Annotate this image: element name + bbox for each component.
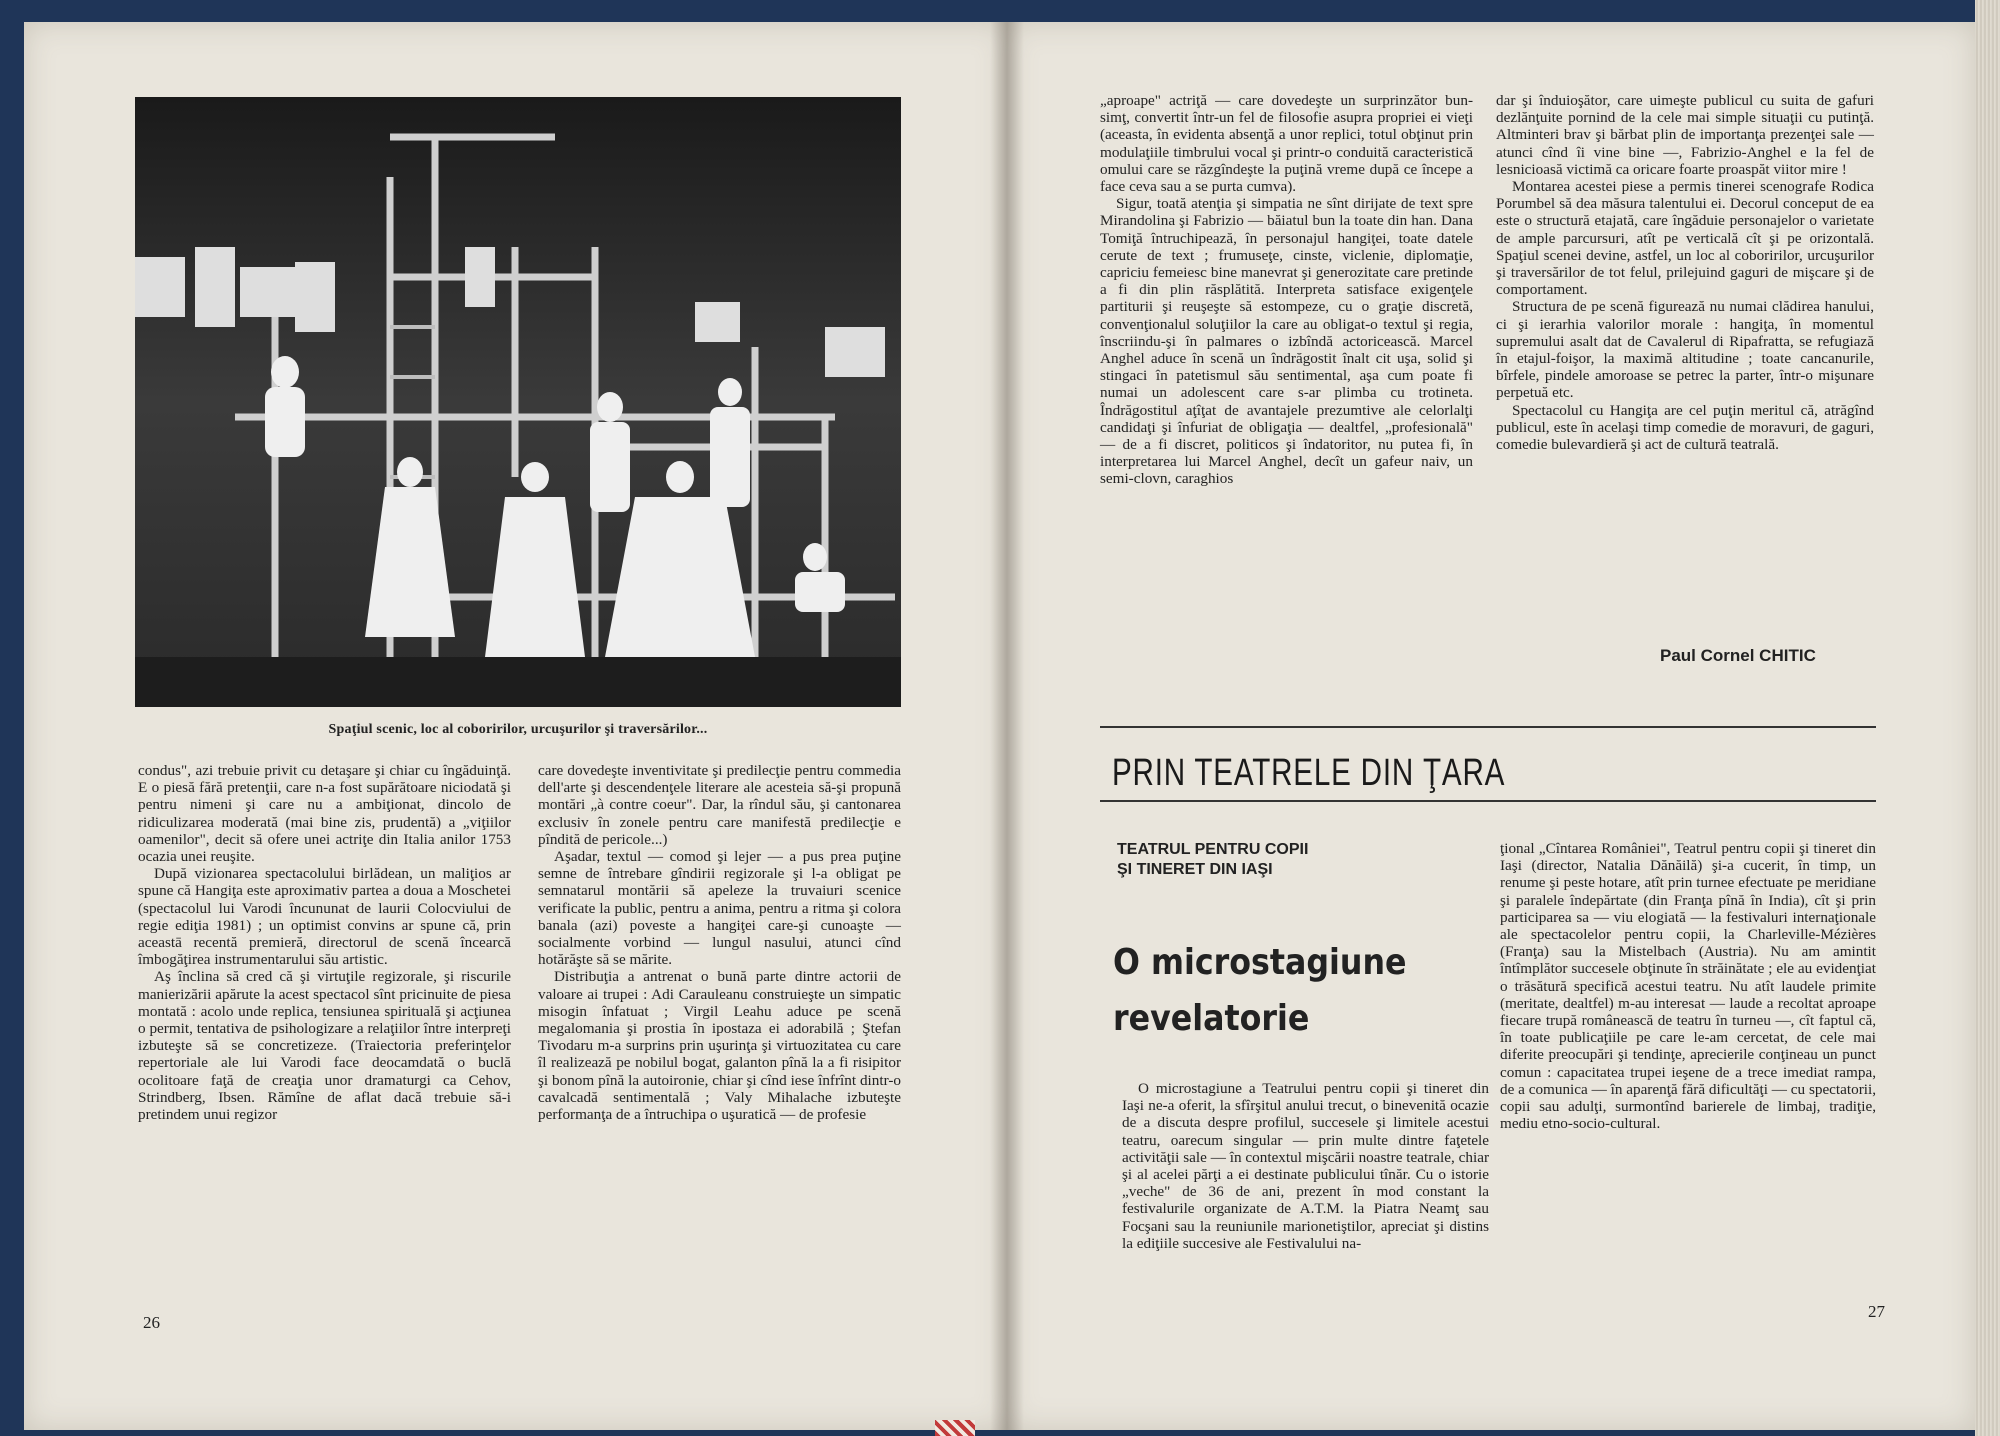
page-edges xyxy=(1975,0,2000,1436)
paragraph: Distribuţia a antrenat o bună parte dintre actorii de valoare ai trupei : Adi Carauleanu construieşte un simpatic misogin înfatuat ; Virgil Leahu aduce pe scenă megalomania şi prostia în ipostaza ei adorabilă ; Ştefan Tivodaru m-a surprins prin uşurinţa şi virtuozitatea cu care îl realizează pe nobilul bogat, galanton pînă la a fi risipitor şi bonom pînă la autoironie, chiar şi cînd iese înfrînt dintr-o cavalcadă sentimentală ; Valy Mihalache izbuteşte performanţa de a întruchipa o uşuratică — de profesie xyxy=(538,968,901,1124)
author-signature: Paul Cornel CHITIC xyxy=(1660,646,1816,665)
paragraph: După vizionarea spectacolului birlădean, un maliţios ar spune că Hangiţa este aproximativ partea a doua a Moschetei (spectacolul lui Varodi încununat de laurii Colocviului de regie ediţia 1981) ; un optimist convins ar spune că, prin aceastā recentă premieră, directorul de scenă încearcă îmbogăţirea instrumentarului său artistic. xyxy=(138,865,511,969)
photo-caption: Spaţiul scenic, loc al coboririlor, urcuşurilor şi traversărilor... xyxy=(328,722,708,737)
article-headline xyxy=(1113,935,1430,1047)
paragraph: Structura de pe scenă figurează nu numai clădirea hanului, ci şi ierarhia valorilor morale : hangiţa, în momentul supremului asalt dat de Cavalerul di Ripafratta, se refugiază în etajul-foişor, la maximă altitudine ; toate cancanurile, bîrfele, pindele amoroase se petrec la parter, într-o mişunare perpetuă etc. xyxy=(1496,298,1874,402)
paragraph: ţional „Cîntarea României", Teatrul pentru copii şi tineret din Iaşi (director, Natalia Dănăilă) şi-a cucerit, în timp, un renume şi peste hotare, atît prin turnee efectuate pe meridiane şi paralele îndepărtate (din Franţa pînă în India), cît şi prin participarea sa — viu elogiată — la festivaluri internaţionale ale spectacolelor pentru copii, la Charleville-Mézières (Franţa) sau la Mistelbach (Austria). Nu am amintit întîmplător succesele obţinute în străinătate ; ele au evidenţiat o trăsătură specifică acestui teatru. Nu atît laudele primite (meritate, dealtfel) m-au interesat — laude a recoltat aproape fiecare trupă românească de teatru în turneu —, cît faptul că, în toate publicaţiile pe care le-am cercetat, de cele mai diferite preocupări şi tendinţe, aprecierile conţineau un punct comun : capacitatea trupei ieşene de a trece imediat rampa, de a comunica — în aparenţă fără dificultăţi — cu spectatorii, copii sau adulţi, surmontînd barierele de limbaj, tradiţie, mediu etno-socio-cultural. xyxy=(1500,840,1876,1133)
paragraph: Spectacolul cu Hangiţa are cel puţin meritul că, atrăgînd publicul, este în acelaşi timp comedie de moravuri, de gaguri, comedie bulevardieră şi act de cultură teatrală. xyxy=(1496,401,1874,454)
paragraph: care dovedeşte inventivitate şi predilecţie pentru commedia dell'arte şi descendenţele literare ale acesteia să-şi propună montări „à contre coeur". Dar, la rîndul său, şi cantonarea exclusiv în zonele pentru care manifestă predilecţie e pîndită de pericole...) xyxy=(538,762,901,848)
paragraph: Aş înclina să cred că şi virtuţile regizorale, şi riscurile manierizării apărute la acest spectacol sînt pricinuite de piesa montată : acolo unde replica, tensiunea spirituală şi acţiunea o permit, tentativa de psihologizare a relaţiilor între interpreţi izbuteşte să se concretizeze. (Traiectoria preferinţelor repertoriale ale lui Varodi face deocamdată o buclă ocolitoare faţă de creaţia unor dramaturgi ca Cehov, Strindberg, Ibsen. Rămîne de aflat dacă trebuie să-i pretindem unui regizor xyxy=(138,968,511,1124)
page-number-left: 26 xyxy=(143,1313,160,1332)
left-column-1 xyxy=(138,762,511,1123)
left-column-2 xyxy=(538,762,901,1123)
right-column-4 xyxy=(1500,840,1876,1132)
section-rule-bottom xyxy=(1100,800,1876,802)
page-number-right: 27 xyxy=(1868,1302,1885,1321)
stage-photo-illustration xyxy=(135,97,901,707)
paragraph: „aproape" actriţă — care dovedeşte un surprinzător bun-simţ, convertit într-un fel de filosofie asupra propriei ei vieţi (aceasta, în evidenta absenţă a unor replici, totul obţinut prin modulaţiile timbrului vocal şi printr-o conduită caracteristică omului care se răzgîndeşte la puţină vreme după ce începe a face ceva sau a se purta cumva). xyxy=(1100,92,1473,196)
paragraph: O microstagiune a Teatrului pentru copii şi tineret din Iaşi ne-a oferit, la sfîrşitul anului trecut, o binevenită ocazie de a discuta despre profilul, succesele şi limitele acestui teatru, oarecum singular — prin multe dintre faţetele activităţii sale — în contextul mişcării noastre teatrale, chiar şi al acelei părţi a ei destinate publicului tînăr. Cu o istorie „veche" de 36 de ani, prezent în mod constant la festivalurile organizate de A.T.M. la Piatra Neamţ sau Focşani sau la reuniunile marionetiştilor, apreciat şi distins la ediţiile succesive ale Festivalului na- xyxy=(1122,1080,1489,1252)
paragraph: condus", azi trebuie privit cu detaşare şi chiar cu îngăduinţă. E o piesă fără pretenţii, care n-a fost supărătoare niciodată şi pentru nimeni şi care nu a ambiţionat, dincolo de ridiculizarea moderată (mai bine zis, prudentă) a „viţiilor oamenilor", decit să ofere unei actriţe din Italia anilor 1753 ocazia unei reuşite. xyxy=(138,762,511,866)
article-kicker xyxy=(1117,840,1308,880)
headline-line: revelatorie xyxy=(1113,998,1310,1039)
section-rule-top xyxy=(1100,726,1876,728)
right-column-2 xyxy=(1496,92,1874,453)
right-column-3 xyxy=(1122,1080,1489,1252)
paragraph: Aşadar, textul — comod şi lejer — a pus prea puţine semne de întrebare gîndirii regizorale şi l-a obligat pe semnatarul montării să apeleze la truvaiuri scenice verificate la public, pentru a anima, pentru a ritma şi colora banala (azi) poveste a hangiţei care-şi cunoaşte — socialmente vorbind — lungul nasului, atunci cînd hotărăşte să se mărite. xyxy=(538,848,901,969)
section-title: PRIN TEATRELE DIN ŢARA xyxy=(1112,752,1506,794)
paragraph: Montarea acestei piese a permis tinerei scenografe Rodica Porumbel să dea măsura talentului ei. Decorul conceput de ea este o structură etajată, care îngăduie personajelor o varietate de ample parcursuri, atît pe verticală cît şi pe orizontală. Spaţiul scenei devine, astfel, un loc al coboririlor, urcuşurilor şi traversărilor de tot felul, prilejuind gaguri de mişcare şi de comportament. xyxy=(1496,178,1874,299)
kicker-line: ŞI TINERET DIN IAŞI xyxy=(1117,861,1273,878)
right-column-1 xyxy=(1100,92,1473,488)
bookmark-ribbon xyxy=(935,1420,975,1436)
paragraph: Sigur, toată atenţia şi simpatia ne sînt dirijate de text spre Mirandolina şi Fabrizio — băiatul bun la toate din han. Dana Tomiţă întruchipează, în personajul hangiţei, toate datele cerute de text ; frumuseţe, cinste, viclenie, diplomaţie, capriciu femeiesc bine manevrat şi generozitate care pretinde a fi din plin răsplătită. Interpreta satisface exigenţele partiturii şi reuşeşte să estompeze, cu o graţie discretă, convenţionalul soluţiilor la care au obligat-o textul şi regia, înscriindu-şi în palmares o izbîndă actoricească. Marcel Anghel aduce în scenă un îndrăgostit înalt cit uşa, solid şi stingaci în patetismul său sentimental, aşa cum poate fi numai un adolescent care s-ar plimba cu trotineta. Îndrăgostitul aţîţat de avantajele prezumtive ale celorlalţi candidaţi şi înfuriat de obligaţia — dealtfel, „profesională" — de a fi discret, politicos şi îndatoritor, nu putea fi, în interpretarea lui Marcel Anghel, decît un gafeur naiv, un semi-clovn, caraghios xyxy=(1100,195,1473,488)
stage-photo xyxy=(135,97,901,707)
paragraph: dar şi înduioşător, care uimeşte publicul cu suita de gafuri dezlănţuite pornind de la cele mai simple situaţii cu putinţă. Altminteri brav şi bărbat plin de importanţa prezenţei sale — atunci cînd îi vine bine —, Fabrizio-Anghel e la fel de lesnicioasă victimă ca oricare foarte proaspăt viitor mire ! xyxy=(1496,92,1874,178)
kicker-line: TEATRUL PENTRU COPII xyxy=(1117,841,1309,858)
book-gutter xyxy=(990,22,1024,1430)
headline-line: O microstagiune xyxy=(1113,942,1407,983)
